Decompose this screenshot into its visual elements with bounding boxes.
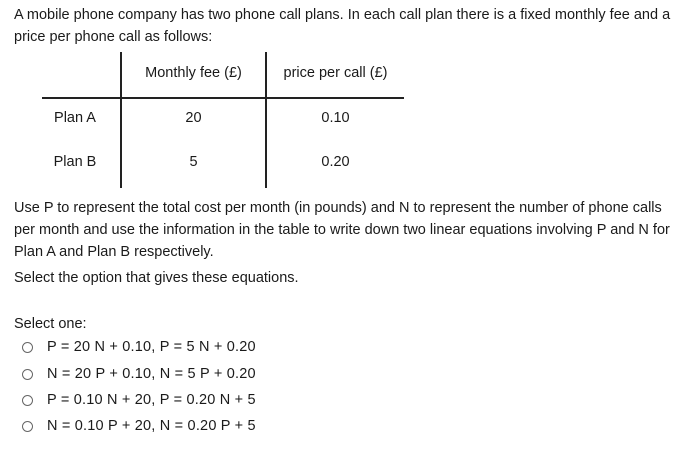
answer-option-label[interactable]: N = 20 P + 0.10, N = 5 P + 0.20	[47, 366, 256, 382]
table-cell-price: 0.10	[321, 110, 350, 126]
table-cell-fee: 5	[189, 154, 198, 170]
table-cell-fee: 20	[185, 110, 202, 126]
answer-option[interactable]	[22, 415, 256, 437]
question-body: Use P to represent the total cost per month (in pounds) and N to represent the number of phone calls per month and use the information in the table to write down two linear equations involving P and N for Plan A and Plan B respectively.	[14, 200, 670, 260]
table-header-price: price per call (£)	[283, 65, 388, 81]
radio-button-icon[interactable]	[22, 421, 33, 432]
answer-option-label[interactable]: P = 0.10 N + 20, P = 0.20 N + 5	[47, 392, 256, 408]
table-header-fee: Monthly fee (£)	[145, 65, 242, 81]
table-cell-plan: Plan B	[53, 154, 97, 170]
radio-button-icon[interactable]	[22, 395, 33, 406]
table-header-rule	[42, 97, 404, 99]
question-intro: A mobile phone company has two phone call plans. In each call plan there is a fixed monthly fee and a price per phone call as follows:	[14, 7, 671, 45]
answer-option-label[interactable]: N = 0.10 P + 20, N = 0.20 P + 5	[47, 418, 256, 434]
table-cell-plan: Plan A	[54, 110, 96, 126]
answer-option[interactable]	[22, 336, 256, 358]
radio-button-icon[interactable]	[22, 342, 33, 353]
radio-button-icon[interactable]	[22, 369, 33, 380]
table-cell-price: 0.20	[321, 154, 350, 170]
answer-option[interactable]	[22, 363, 256, 385]
select-one-label: Select one:	[14, 316, 87, 332]
question-instruction: Select the option that gives these equations.	[14, 270, 299, 286]
answer-option[interactable]	[22, 389, 256, 411]
answer-option-label[interactable]: P = 20 N + 0.10, P = 5 N + 0.20	[47, 339, 256, 355]
